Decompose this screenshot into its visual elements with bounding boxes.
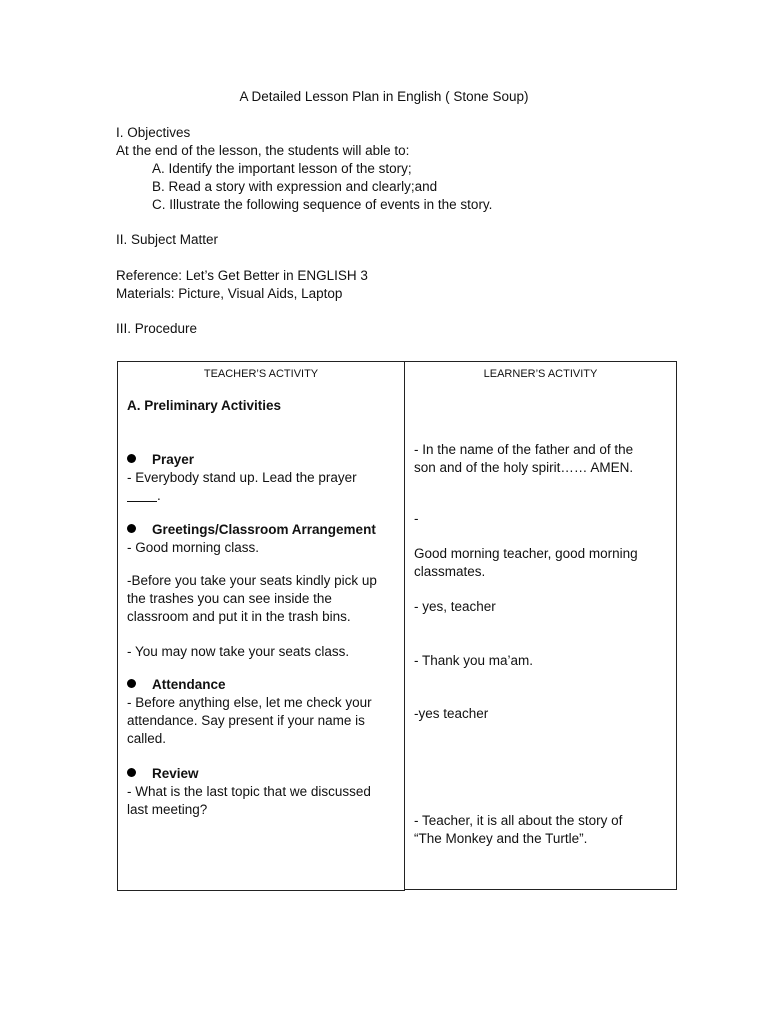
objective-item: A. Identify the important lesson of the story;	[152, 161, 412, 176]
review-line: - What is the last topic that we discussed	[127, 784, 371, 799]
teacher-activity-column	[117, 361, 405, 891]
learner-activity-header: LEARNER’S ACTIVITY	[483, 368, 598, 380]
trash-instruction: the trashes you can see inside the	[127, 591, 332, 606]
reference-line: Reference: Let’s Get Better in ENGLISH 3	[116, 268, 368, 283]
greetings-line: - Good morning class.	[127, 540, 260, 555]
bullet-icon	[127, 454, 136, 463]
objectives-heading: I. Objectives	[116, 125, 191, 140]
review-heading: Review	[127, 765, 199, 783]
objective-item: C. Illustrate the following sequence of events in the story.	[152, 197, 493, 212]
trash-instruction: classroom and put it in the trash bins.	[127, 609, 351, 624]
learner-greeting: Good morning teacher, good morning	[414, 546, 638, 561]
prayer-blank: .	[127, 487, 161, 505]
learner-review: - Teacher, it is all about the story of	[414, 813, 623, 828]
procedure-heading: III. Procedure	[116, 321, 198, 336]
review-line: last meeting?	[127, 802, 208, 817]
attendance-line: attendance. Say present if your name is	[127, 713, 365, 728]
attendance-heading: Attendance	[127, 676, 226, 694]
objectives-intro: At the end of the lesson, the students will able to:	[116, 143, 410, 158]
objective-item: B. Read a story with expression and clearly;and	[152, 179, 438, 194]
bullet-icon	[127, 679, 136, 688]
learner-dash: -	[414, 511, 419, 526]
subject-matter-heading: II. Subject Matter	[116, 232, 219, 247]
learner-thanks: - Thank you ma’am.	[414, 653, 534, 668]
bullet-icon	[127, 524, 136, 533]
learner-prayer: son and of the holy spirit…… AMEN.	[414, 460, 634, 475]
trash-instruction: -Before you take your seats kindly pick up	[127, 573, 377, 588]
learner-activity-column	[404, 361, 677, 890]
learner-yes: - yes, teacher	[414, 599, 496, 614]
learner-greeting: classmates.	[414, 564, 486, 579]
seats-instruction: - You may now take your seats class.	[127, 644, 350, 659]
activity-table	[117, 361, 677, 891]
blank-line	[127, 489, 157, 502]
bullet-icon	[127, 768, 136, 777]
prayer-heading: Prayer	[127, 451, 194, 469]
page-title: A Detailed Lesson Plan in English ( Stone Soup)	[239, 89, 529, 104]
greetings-heading: Greetings/Classroom Arrangement	[127, 521, 376, 539]
attendance-line: called.	[127, 731, 167, 746]
preliminary-activities-heading: A. Preliminary Activities	[127, 398, 282, 413]
materials-line: Materials: Picture, Visual Aids, Laptop	[116, 286, 343, 301]
teacher-activity-header: TEACHER’S ACTIVITY	[203, 368, 319, 380]
learner-prayer: - In the name of the father and of the	[414, 442, 634, 457]
learner-yes-attendance: -yes teacher	[414, 706, 489, 721]
attendance-line: - Before anything else, let me check your	[127, 695, 372, 710]
learner-review: “The Monkey and the Turtle”.	[414, 831, 588, 846]
prayer-instruction: - Everybody stand up. Lead the prayer	[127, 470, 357, 485]
